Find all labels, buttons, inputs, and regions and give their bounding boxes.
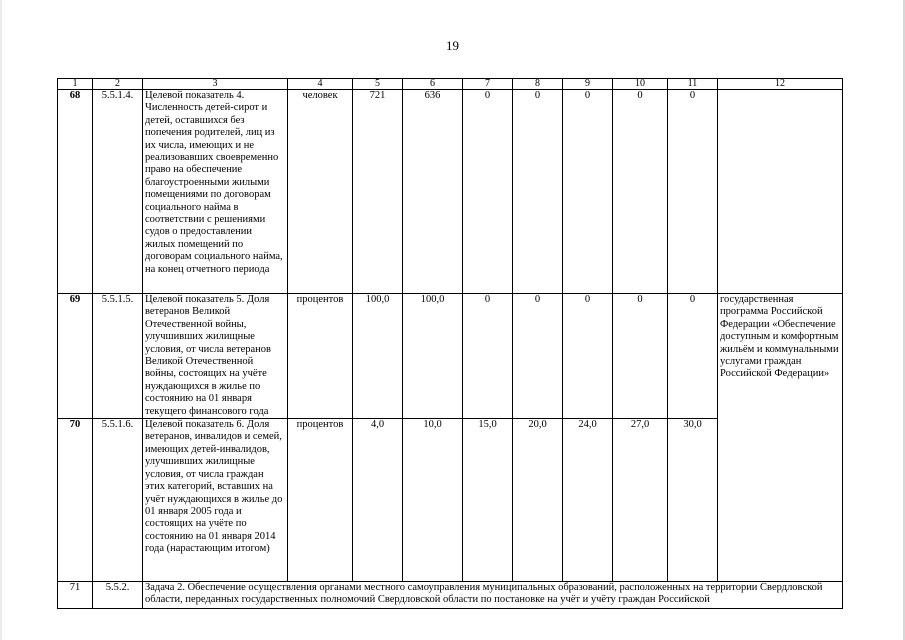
- header-cell: 6: [403, 79, 463, 90]
- header-cell: 10: [613, 79, 668, 90]
- unit-cell: процентов: [288, 419, 353, 582]
- value-cell: 0: [613, 90, 668, 294]
- value-cell: 721: [353, 90, 403, 294]
- row-code: 5.5.1.6.: [93, 419, 143, 582]
- value-cell: 0: [513, 90, 563, 294]
- header-cell: 12: [718, 79, 843, 90]
- row-number: 68: [58, 90, 93, 294]
- value-cell: 0: [668, 90, 718, 294]
- program-cell: [718, 90, 843, 294]
- value-cell: 0: [613, 294, 668, 419]
- header-row: [58, 79, 843, 90]
- value-cell: 30,0: [668, 419, 718, 582]
- header-cell: 8: [513, 79, 563, 90]
- table-row: [58, 294, 843, 419]
- value-cell: 10,0: [403, 419, 463, 582]
- value-cell: 0: [563, 90, 613, 294]
- indicator-name: Целевой показатель 5. Доля ветеранов Великой Отечественной войны, улучшивших жилищные условия, от числа ветеранов Великой Отечественной войны, состоящих на учёте нуждающихся в жилье по состоянию на 01 января текущего финансового года: [143, 294, 288, 419]
- indicators-table: [57, 78, 843, 609]
- row-number: 70: [58, 419, 93, 582]
- value-cell: 100,0: [403, 294, 463, 419]
- unit-cell: человек: [288, 90, 353, 294]
- row-code: 5.5.1.4.: [93, 90, 143, 294]
- table-row: [58, 582, 843, 609]
- value-cell: 0: [463, 294, 513, 419]
- page-number: 19: [446, 38, 459, 53]
- value-cell: 0: [563, 294, 613, 419]
- value-cell: 27,0: [613, 419, 668, 582]
- unit-cell: процентов: [288, 294, 353, 419]
- header-cell: 2: [93, 79, 143, 90]
- row-code: 5.5.1.5.: [93, 294, 143, 419]
- value-cell: 100,0: [353, 294, 403, 419]
- header-cell: 4: [288, 79, 353, 90]
- value-cell: 0: [668, 294, 718, 419]
- indicator-name: Целевой показатель 6. Доля ветеранов, инвалидов и семей, имеющих детей-инвалидов, улучшивших жилищные условия, от числа граждан этих категорий, вставших на учёт нуждающихся в жилье до 01 января 2005 года и состоящих на учёте по состоянию на 01 января 2014 года (нарастающим итогом): [143, 419, 288, 582]
- scan-left-edge: [0, 0, 2, 640]
- indicator-name: Целевой показатель 4. Численность детей-сирот и детей, оставшихся без попечения родителей, лиц из их числа, имеющих и не реализовавших своевременно право на обеспечение благоустроенными жилыми помещениями по договорам социального найма в соответствии с решениями судов о предоставлении жилых помещений по договорам социального найма, на конец отчетного периода: [143, 90, 288, 294]
- header-cell: 11: [668, 79, 718, 90]
- value-cell: 636: [403, 90, 463, 294]
- table-row: [58, 90, 843, 294]
- header-cell: 9: [563, 79, 613, 90]
- task-cell: Задача 2. Обеспечение осуществления органами местного самоуправления муниципальных образований, расположенных на территории Свердловской области, переданных государственных полномочий Свердловской области по постановке на учёт и учёту граждан Российской: [143, 582, 843, 609]
- row-code: 5.5.2.: [93, 582, 143, 609]
- value-cell: 20,0: [513, 419, 563, 582]
- row-number: 69: [58, 294, 93, 419]
- value-cell: 0: [513, 294, 563, 419]
- header-cell: 3: [143, 79, 288, 90]
- header-cell: 5: [353, 79, 403, 90]
- value-cell: 0: [463, 90, 513, 294]
- program-cell: государственная программа Российской Федерации «Обеспечение доступным и комфортным жильём и коммунальными услугами граждан Российской Федерации»: [718, 294, 843, 582]
- value-cell: 15,0: [463, 419, 513, 582]
- header-cell: 7: [463, 79, 513, 90]
- value-cell: 4,0: [353, 419, 403, 582]
- value-cell: 24,0: [563, 419, 613, 582]
- header-cell: 1: [58, 79, 93, 90]
- row-number: 71: [58, 582, 93, 609]
